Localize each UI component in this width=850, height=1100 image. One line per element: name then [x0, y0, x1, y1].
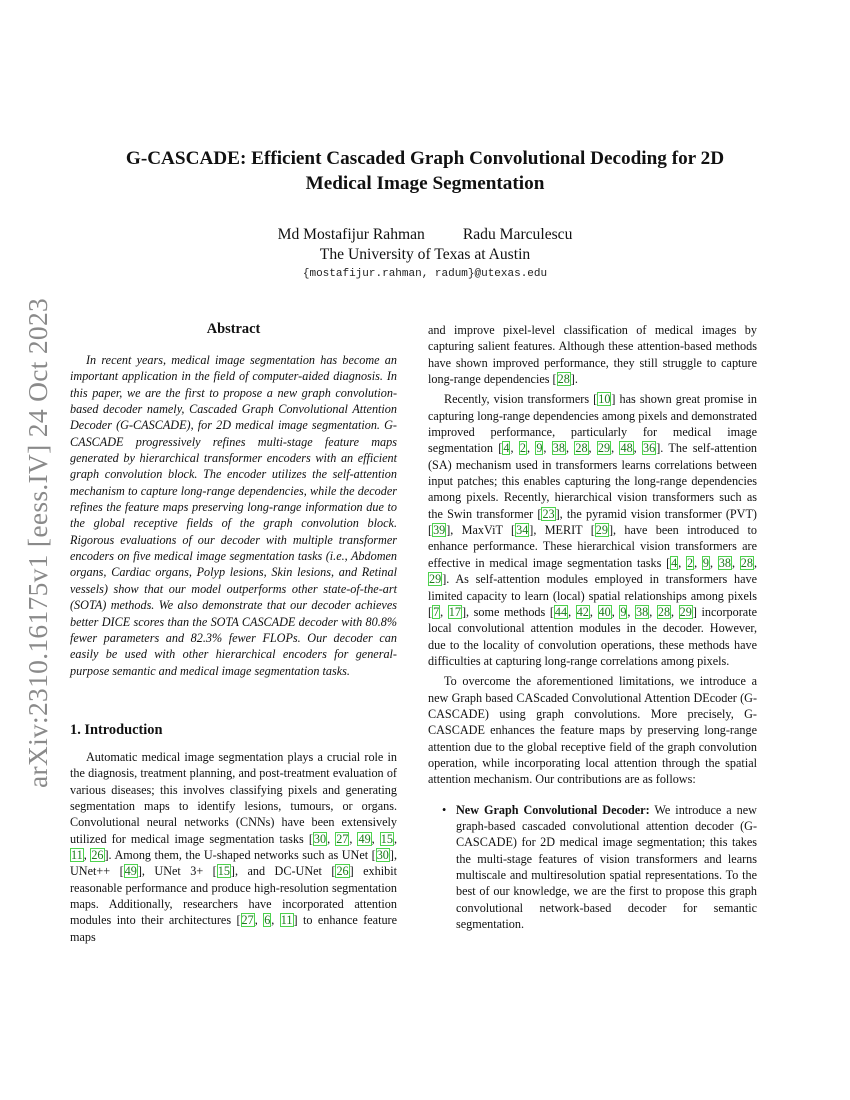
citation-link[interactable]: 30 [376, 847, 389, 862]
citation-link[interactable]: 36 [643, 441, 656, 456]
citation-link[interactable]: 27 [336, 831, 349, 846]
citation-link[interactable]: 30 [313, 831, 327, 846]
citation-link[interactable]: 7 [433, 604, 440, 619]
citation-link[interactable]: 29 [679, 604, 692, 619]
citation-link[interactable]: 28 [575, 441, 588, 456]
abstract-text: In recent years, medical image segmentation has become an important application in the field of computer-aided diagnosis. In this paper, we are the first to propose a new graph convolution-based decoder namely, Cascaded Graph Convolutional Attention Decoder (G-CASCADE), for 2D medical image segmentation. G-CASCADE progressively refines multi-stage feature maps generated by hierarchical transformer encoders with an efficient graph convolution block. The encoder utilizes the self-attention mechanism to capture long-range dependencies, while the decoder refines the feature maps preserving long-range information due to the global receptive fields of the graph convolution block. Rigorous evaluations of our decoder with multiple transformer encoders on five medical image segmentation tasks (i.e., Abdomen organs, Cardiac organs, Polyp lesions, Skin lesions, and Retinal vessels) show that our model outperforms other state-of-the-art (SOTA) methods. We also demonstrate that our decoder achieves better DICE scores than the SOTA CASCADE decoder with 80.8% fewer parameters and 82.3% fewer FLOPs. Our decoder can easily be used with other hierarchical encoders for general-purpose semantic and medical image segmentation tasks. [70, 353, 397, 678]
citation-link[interactable]: 26 [91, 847, 104, 862]
right-paragraph-3: To overcome the aforementioned limitations, we introduce a new Graph based CAScaded Convolutional Attention DEcoder (G-CASCADE) using graph convolutions. More precisely, G-CASCADE enhances the feature maps by preserving long-range attention due to the global receptive field of the graph convolution operation, while incorporating local attention through the spatial attention mechanism. Our contributions are as follows: [428, 674, 757, 787]
citation-link[interactable]: 38 [636, 604, 649, 619]
author-list [90, 225, 760, 245]
contributions-list [428, 802, 757, 933]
right-column [428, 322, 757, 932]
right-paragraph-2: Recently, vision transformers [10] has shown great promise in capturing long-range dependencies among pixels and demonstrated improved performance, particularly for medical image segmentation [4, 2, 9, 38, 28, 29, 48, 36]. The self-attention (SA) mechanism used in transformers learns correlations between input patches; this enables capturing the long-range dependencies among pixels. Recently, hierarchical vision transformers such as the Swin transformer [23], the pyramid vision transformer (PVT) [39], MaxViT [34], MERIT [29], have been introduced to enhance performance. These hierarchical vision transformers are effective in medical image segmentation tasks [4, 2, 9, 38, 28, 29]. As self-attention modules employed in transformers have limited capacity to learn (local) spatial relationships among pixels [7, 17], some methods [44, 42, 40, 9, 38, 28, 29] incorporate local convolutional attention modules in the decoder. However, due to the locality of convolution operations, these methods have difficulties at capturing long-range correlations among pixels. [428, 392, 758, 668]
citation-link[interactable]: 48 [620, 441, 633, 456]
citation-link[interactable]: 23 [542, 506, 555, 521]
author-1: Md Mostafijur Rahman [277, 226, 425, 243]
left-column [70, 320, 397, 945]
author-2: Radu Marculescu [462, 226, 573, 243]
arxiv-sidebar-stamp [18, 293, 58, 793]
bullet-icon: • [442, 802, 447, 817]
paper-title [90, 146, 760, 196]
citation-link[interactable]: 38 [552, 441, 565, 456]
citation-link[interactable]: 11 [280, 913, 293, 928]
citation-link[interactable]: 15 [380, 831, 393, 846]
citation-link[interactable]: 28 [657, 604, 671, 619]
citation-link[interactable]: 49 [124, 864, 137, 879]
citation-link[interactable]: 40 [598, 604, 611, 619]
bullet-label: New Graph Convolutional Decoder: [456, 802, 650, 817]
intro-paragraph-1: Automatic medical image segmentation plays a crucial role in the diagnosis, treatment planning, and post-treatment evaluation of various diseases; this involves classifying pixels and generating segmentation maps to identify lesions, tumours, or organs. Convolutional neural networks (CNNs) have been extensively utilized for medical image segmentation tasks [30, 27, 49, 15, 11, 26]. Among them, the U-shaped networks such as UNet [30], UNet++ [49], UNet 3+ [15], and DC-UNet [26] exhibit reasonable performance and produce high-resolution segmentation maps. Additionally, researchers have incorporated attention modules into their architectures [27, 6, 11] to enhance feature maps [70, 749, 398, 944]
citation-link[interactable]: 26 [336, 864, 349, 879]
title-line-2: Medical Image Segmentation [305, 173, 545, 194]
citation-link[interactable]: 34 [516, 523, 529, 538]
citation-link[interactable]: 29 [429, 572, 442, 587]
citation-link[interactable]: 6 [264, 913, 271, 928]
citation-link[interactable]: 42 [576, 604, 589, 619]
list-item [442, 802, 757, 933]
bullet-text: We introduce a new graph-based cascaded convolutional attention decoder (G-CASCADE) for 2D medical image segmentation; this takes the multi-stage features of vision transformers and learns multiscale and multiresolution spatial representations. To the best of our knowledge, we are the first to propose this graph convolutional network-based decoder for semantic segmentation. [456, 802, 757, 932]
citation-link[interactable]: 9 [536, 441, 543, 456]
citation-link[interactable]: 29 [597, 441, 611, 456]
citation-link[interactable]: 28 [740, 555, 753, 570]
citation-link[interactable]: 2 [687, 555, 694, 570]
right-paragraph-1: and improve pixel-level classification of medical images by capturing salient features. Although these attention-based methods have shown improved performance, they still struggle to capture long-range dependencies [28]. [428, 323, 757, 387]
citation-link[interactable]: 38 [718, 555, 731, 570]
citation-link[interactable]: 39 [433, 523, 446, 538]
citation-link[interactable]: 29 [595, 523, 608, 538]
citation-link[interactable]: 27 [241, 913, 254, 928]
citation-link[interactable]: 11 [71, 847, 83, 862]
arxiv-identifier: arXiv:2310.16175v1 [eess.IV] 24 Oct 2023 [22, 297, 54, 789]
section-heading-introduction: 1. Introduction [70, 721, 163, 738]
citation-link[interactable]: 4 [671, 555, 678, 570]
citation-link[interactable]: 17 [448, 604, 461, 619]
citation-link[interactable]: 10 [598, 392, 611, 407]
citation-link[interactable]: 9 [702, 555, 709, 570]
citation-link[interactable]: 28 [557, 372, 570, 387]
abstract-heading: Abstract [206, 321, 261, 337]
citation-link[interactable]: 15 [217, 864, 230, 879]
citation-link[interactable]: 44 [554, 604, 568, 619]
citation-link[interactable]: 9 [620, 604, 627, 619]
citation-link[interactable]: 49 [358, 831, 371, 846]
citation-link[interactable]: 4 [503, 441, 510, 456]
author-email: {mostafijur.rahman, radum}@utexas.edu [302, 268, 548, 280]
citation-link[interactable]: 2 [519, 441, 526, 456]
title-line-1: G-CASCADE: Efficient Cascaded Graph Convolutional Decoding for 2D [125, 148, 725, 169]
affiliation: The University of Texas at Austin [319, 246, 531, 263]
